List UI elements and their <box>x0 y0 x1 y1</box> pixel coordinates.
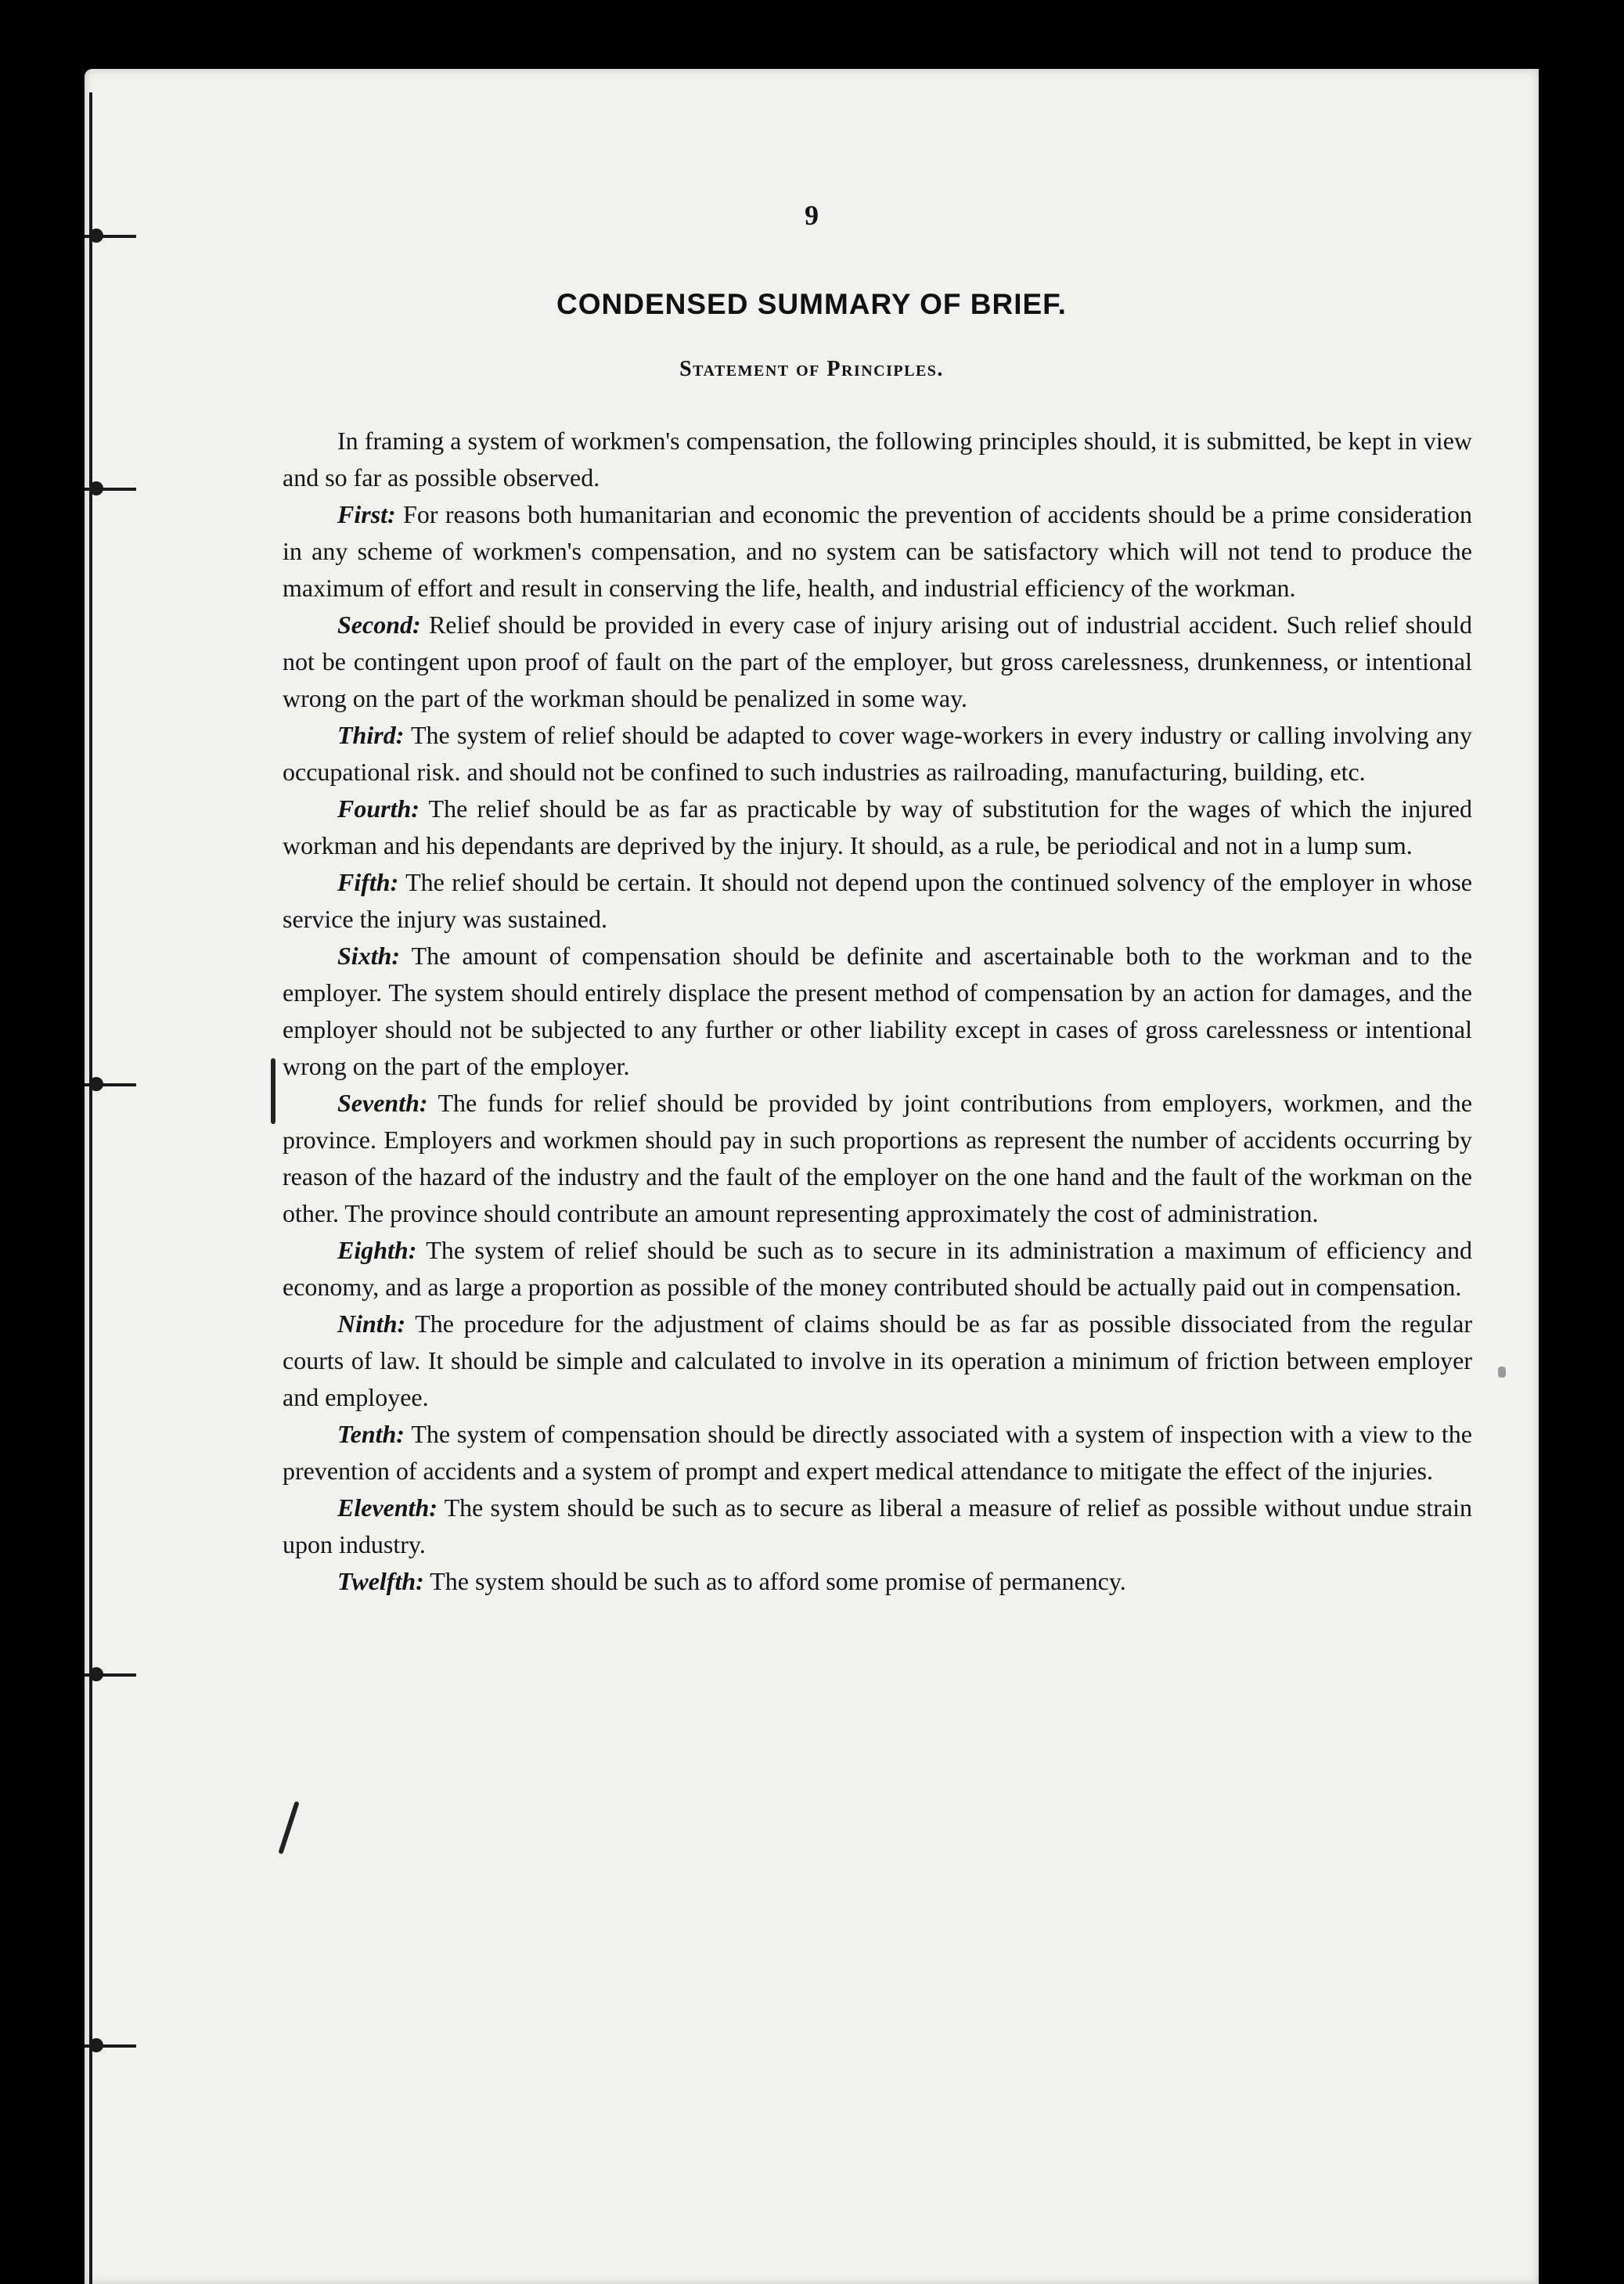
principle-text: The system of compensation should be directly associated with a system of inspection with a view to the prevention of accidents and a system of prompt and expert medical attendance to mitigate the effect of the injuries. <box>283 1420 1472 1485</box>
principle-text: The system of relief should be adapted to cover wage-workers in every industry or calling involving any occupational risk. and should not be confined to such industries as railroading, manufacturing, building, etc. <box>283 721 1472 786</box>
principle-paragraph <box>283 1563 1472 1600</box>
binding-tick <box>85 1673 136 1677</box>
principle-paragraph <box>283 1085 1472 1232</box>
principle-text: The system of relief should be such as to secure in its administration a maximum of efficiency and economy, and as large a proportion as possible of the money contributed should be actually paid out in compensation. <box>283 1236 1472 1301</box>
principle-lead: Fourth: <box>337 794 420 823</box>
principle-lead: Seventh: <box>337 1089 428 1117</box>
principle-lead: Ninth: <box>337 1310 406 1338</box>
principle-paragraph <box>283 1490 1472 1563</box>
page-title: CONDENSED SUMMARY OF BRIEF. <box>556 288 1067 320</box>
principle-text: The system should be such as to secure as liberal a measure of relief as possible without undue strain upon industry. <box>283 1493 1472 1558</box>
principle-text: The amount of compensation should be definite and ascertainable both to the workman and to the employer. The system should entirely displace the present method of compensation by an action for damages, and the employer should not be subjected to any further or other liability except in cases of gross carelessness or intentional wrong on the part of the employer. <box>283 942 1472 1080</box>
binding-tick <box>85 2044 136 2048</box>
principle-lead: Twelfth: <box>337 1567 424 1595</box>
principle-text: The procedure for the adjustment of claims should be as far as possible dissociated from the regular courts of law. It should be simple and calculated to involve in its operation a minimum of friction between employer and employee. <box>283 1310 1472 1411</box>
section-subtitle: Statement of Principles. <box>679 357 944 381</box>
principle-paragraph <box>283 864 1472 938</box>
principle-lead: Eighth: <box>337 1236 417 1264</box>
page-speck <box>1498 1367 1506 1378</box>
principle-text: The relief should be certain. It should not depend upon the continued solvency of the employer in whose service the injury was sustained. <box>283 868 1472 933</box>
principle-text: The relief should be as far as practicable by way of substitution for the wages of which the injured workman and his dependants are deprived by the injury. It should, as a rule, be periodical and not in a lump sum. <box>283 794 1472 859</box>
principle-lead: Sixth: <box>337 942 401 970</box>
page-number: 9 <box>805 200 819 231</box>
principle-paragraph <box>283 1416 1472 1490</box>
principle-text: The funds for relief should be provided by joint contributions from employers, workmen, and the province. Employers and workmen should pay in such proportions as represent the number of accidents occurring by reason of the hazard of the industry and the fault of the employer on the one hand and the fault of the workman on the other. The province should contribute an amount representing approximately the cost of administration. <box>283 1089 1472 1227</box>
principle-lead: Third: <box>337 721 405 749</box>
principle-paragraph <box>283 1306 1472 1416</box>
intro-paragraph: In framing a system of workmen's compensation, the following principles should, it is submitted, be kept in view and so far as possible observed. <box>283 427 1472 492</box>
binding-tick <box>85 1083 136 1086</box>
binding-tick <box>85 488 136 491</box>
principle-lead: First: <box>337 500 396 528</box>
principle-lead: Eleventh: <box>337 1493 438 1522</box>
principle-text: For reasons both humanitarian and economic the prevention of accidents should be a prime consideration in any scheme of workmen's compensation, and no system can be satisfactory which will not tend to produce the maximum of effort and result in conserving the life, health, and industrial efficiency of the workman. <box>283 500 1472 602</box>
principle-paragraph <box>283 791 1472 864</box>
principle-paragraph <box>283 717 1472 791</box>
principle-lead: Second: <box>337 611 421 639</box>
document-page <box>85 69 1539 2284</box>
principle-text: The system should be such as to afford some promise of permanency. <box>423 1567 1126 1595</box>
principle-lead: Tenth: <box>337 1420 405 1448</box>
principle-text: Relief should be provided in every case of injury arising out of industrial accident. Such relief should not be contingent upon proof of fault on the part of the employer, but gross carelessness, drunkenness, or intentional wrong on the part of the workman should be penalized in some way. <box>283 611 1472 712</box>
document-body <box>283 423 1472 1600</box>
principle-paragraph <box>283 496 1472 607</box>
binding-edge <box>89 92 92 2284</box>
principle-paragraph <box>283 1232 1472 1306</box>
principle-lead: Fifth: <box>337 868 399 896</box>
principle-paragraph <box>283 607 1472 717</box>
principle-paragraph <box>283 938 1472 1085</box>
binding-tick <box>85 235 136 238</box>
margin-mark <box>278 1801 299 1854</box>
margin-mark <box>271 1058 275 1124</box>
